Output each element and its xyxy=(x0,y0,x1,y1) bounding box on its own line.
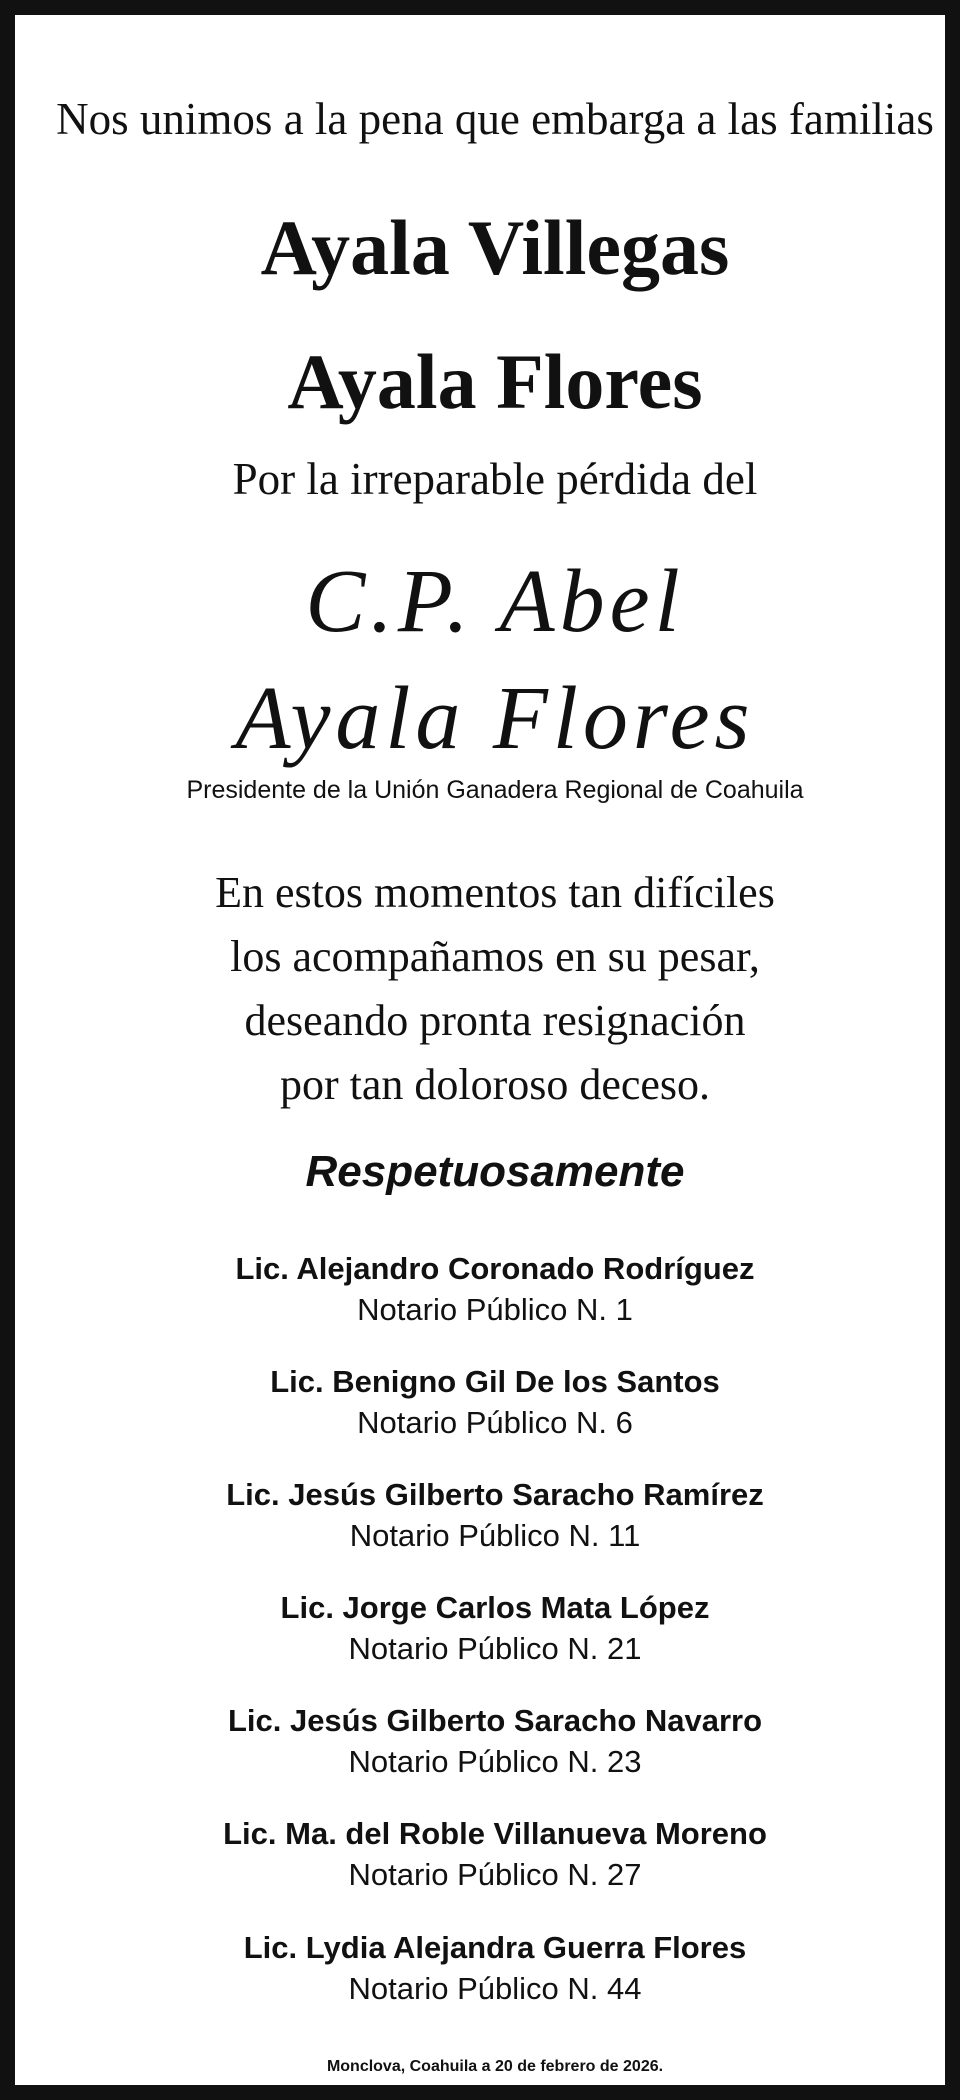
deceased-name-line-1: C.P. Abel xyxy=(305,552,685,651)
signatory-name-3: Lic. Jesús Gilberto Saracho Ramírez xyxy=(226,1477,764,1512)
signatory-name-6: Lic. Ma. del Roble Villanueva Moreno xyxy=(223,1816,767,1851)
message-line-4: por tan doloroso deceso. xyxy=(279,1060,711,1109)
signatory-name-1: Lic. Alejandro Coronado Rodríguez xyxy=(235,1251,755,1286)
deceased-role: Presidente de la Unión Ganadera Regional de Coahuila xyxy=(186,776,804,804)
loss-text: Por la irreparable pérdida del xyxy=(232,454,758,504)
signatory-name-4: Lic. Jorge Carlos Mata López xyxy=(280,1590,710,1625)
deceased-name-line-2: Ayala Flores xyxy=(235,669,755,768)
signatory-name-5: Lic. Jesús Gilberto Saracho Navarro xyxy=(227,1703,763,1738)
message-line-3: deseando pronta resignación xyxy=(244,996,746,1045)
closing-text: Respetuosamente xyxy=(305,1147,685,1196)
signatory-title-2: Notario Público N. 6 xyxy=(357,1405,633,1440)
signatory-name-2: Lic. Benigno Gil De los Santos xyxy=(270,1364,720,1399)
family-name-1: Ayala Villegas xyxy=(260,204,730,291)
message-line-1: En estos momentos tan difíciles xyxy=(215,868,775,917)
footer-place-date: Monclova, Coahuila a 20 de febrero de 2026. xyxy=(326,2058,664,2075)
message-line-2: los acompañamos en su pesar, xyxy=(230,932,760,981)
signatory-title-6: Notario Público N. 27 xyxy=(348,1857,642,1892)
signatory-name-7: Lic. Lydia Alejandra Guerra Flores xyxy=(243,1930,747,1965)
intro-text: Nos unimos a la pena que embarga a las familias xyxy=(56,94,934,144)
signatory-title-7: Notario Público N. 44 xyxy=(348,1971,642,2006)
family-name-2: Ayala Flores xyxy=(287,338,703,425)
signatory-title-3: Notario Público N. 11 xyxy=(349,1518,641,1553)
signatory-title-1: Notario Público N. 1 xyxy=(357,1292,633,1327)
signatory-title-4: Notario Público N. 21 xyxy=(348,1631,642,1666)
signatory-title-5: Notario Público N. 23 xyxy=(348,1744,642,1779)
